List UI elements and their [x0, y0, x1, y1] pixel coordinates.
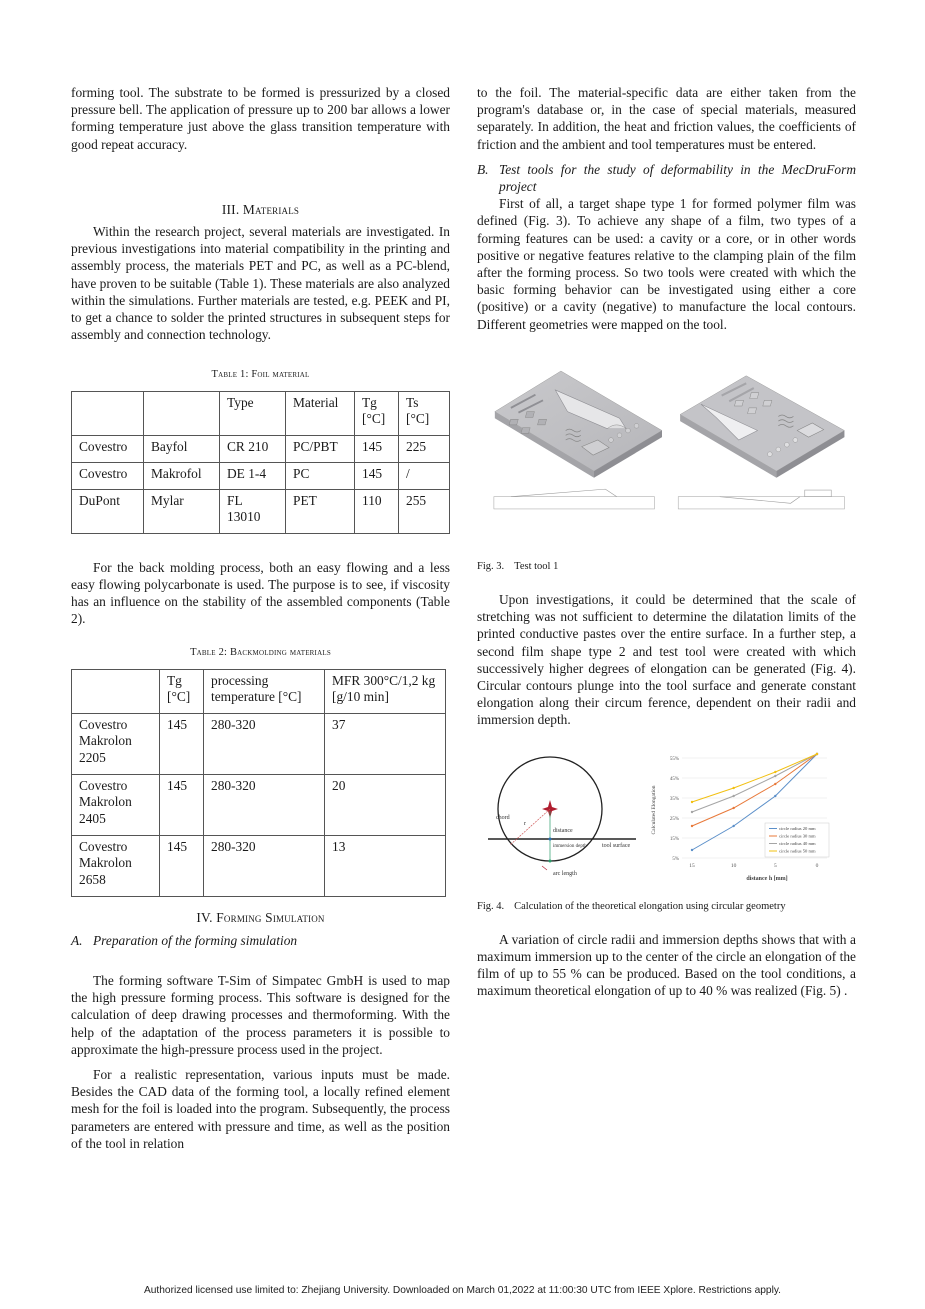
- table-header-cell: Tg [°C]: [355, 391, 399, 435]
- table-cell: 145: [355, 435, 399, 462]
- table-header-cell: Ts [°C]: [399, 391, 450, 435]
- subsection-heading-a: [71, 932, 450, 949]
- chart-y-axis-label: Calculated Elongation: [651, 785, 657, 835]
- tool-surface-label: tool surface: [602, 842, 631, 849]
- figure-3: [477, 355, 856, 545]
- left-column: [71, 84, 450, 1152]
- figure-3-caption: [477, 558, 856, 575]
- table-row: [72, 774, 446, 835]
- arc-length-label: arc length: [553, 870, 577, 877]
- table-cell: CR 210: [220, 435, 286, 462]
- svg-text:5%: 5%: [672, 856, 679, 862]
- section-heading-materials: III. Materials: [221, 201, 300, 217]
- table-cell: DuPont: [72, 489, 144, 533]
- table-cell: PC: [286, 462, 355, 489]
- svg-text:circle radius 20 mm: circle radius 20 mm: [779, 825, 816, 831]
- table-cell: 225: [399, 435, 450, 462]
- svg-text:45%: 45%: [669, 776, 679, 782]
- svg-text:25%: 25%: [669, 816, 679, 822]
- subsection-title: Test tools for the study of deformability in the MecDruForm project: [499, 161, 856, 195]
- svg-text:circle radius 40 mm: circle radius 40 mm: [779, 840, 816, 846]
- table-row: [72, 835, 446, 896]
- paragraph-upon-investigations: Upon investigations, it could be determined that the scale of stretching was not sufficient to determine the dilatation limits of the printed conductive pastes over the entire surface. In a further step, a second film shape type 2 and test tool were created with which successively higher degrees of elongation can be generated (Fig. 4). Circular contours plunge into the tool surface and generate constant elongation along their circum ference, dependent on their radii and immersion depth.: [477, 592, 856, 728]
- svg-text:15%: 15%: [669, 836, 679, 842]
- subsection-number: A.: [71, 932, 83, 948]
- section-heading-forming-simulation: IV. Forming Simulation: [196, 909, 325, 925]
- table-header-cell: Tg [°C]: [160, 669, 204, 713]
- table-cell: 13: [325, 835, 446, 896]
- subsection-title: Preparation of the forming simulation: [93, 932, 298, 948]
- table-cell: 280-320: [204, 713, 325, 774]
- table-cell: 110: [355, 489, 399, 533]
- table-cell: Covestro Makrolon 2205: [72, 713, 160, 774]
- radius-label: r: [524, 820, 526, 827]
- table-row: [72, 462, 450, 489]
- elongation-line-chart: [647, 745, 847, 885]
- circular-geometry-diagram: [480, 745, 650, 885]
- right-column: [477, 84, 856, 1000]
- table-header-cell: MFR 300°C/1,2 kg [g/10 min]: [325, 669, 446, 713]
- table-cell: 20: [325, 774, 446, 835]
- paragraph-intro: forming tool. The substrate to be formed is pressurized by a closed pressure bell. The application of pressure up to 200 bar allows a lower forming temperature just above the glass transition temperature with good repeat accuracy.: [71, 85, 450, 152]
- table-header-row: [72, 669, 446, 713]
- table-row: [72, 489, 450, 533]
- paragraph-software: The forming software T-Sim of Simpatec GmbH is used to map the high pressure forming process. This software is designed for the calculation of deep drawing processes and thermoforming. With the help of the adaptation of the process parameters it is possible to approximate the high-pressure process used in the project.: [71, 973, 450, 1057]
- cavity-tool-render-image: [482, 355, 672, 525]
- table-cell: Covestro Makrolon 2658: [72, 835, 160, 896]
- table-cell: 255: [399, 489, 450, 533]
- chart-legend: [765, 823, 829, 857]
- table-header-cell: [144, 391, 220, 435]
- svg-text:circle radius 50 mm: circle radius 50 mm: [779, 848, 816, 854]
- table-cell: Makrofol: [144, 462, 220, 489]
- table-cell: PET: [286, 489, 355, 533]
- table-cell: 145: [160, 835, 204, 896]
- table-cell: Covestro: [72, 462, 144, 489]
- figure-label: Fig. 3.: [477, 560, 505, 572]
- table-header-cell: processing temperature [°C]: [204, 669, 325, 713]
- paragraph-inputs: For a realistic representation, various inputs must be made. Besides the CAD data of the forming tool, a locally refined element mesh for the foil is loaded into the program. Subsequently, the process parameters are entered with pressure and time, as well as the position of the tool in relation: [71, 1067, 450, 1151]
- table-cell: 37: [325, 713, 446, 774]
- table-header-cell: Type: [220, 391, 286, 435]
- svg-text:35%: 35%: [669, 796, 679, 802]
- table-cell: Covestro Makrolon 2405: [72, 774, 160, 835]
- table-header-cell: [72, 391, 144, 435]
- table-cell: /: [399, 462, 450, 489]
- table1-caption: Table 1: Foil material: [211, 369, 310, 381]
- table-header-cell: Material: [286, 391, 355, 435]
- table-cell: 145: [160, 713, 204, 774]
- table-cell: FL 13010: [220, 489, 286, 533]
- paragraph-foil: to the foil. The material-specific data are either taken from the program's database or, in the case of special materials, measured separately. In addition, the heat and friction values, the coefficients of friction and the ambient and tool temperatures must be entered.: [477, 85, 856, 152]
- subsection-number: B.: [477, 161, 489, 177]
- chart-x-axis-label: distance h [mm]: [746, 875, 788, 882]
- figure-caption-text: Calculation of the theoretical elongation using circular geometry: [514, 900, 786, 912]
- table-cell: DE 1-4: [220, 462, 286, 489]
- table-cell: Covestro: [72, 435, 144, 462]
- table-header-cell: [72, 669, 160, 713]
- svg-text:55%: 55%: [669, 756, 679, 762]
- distance-label: distance: [553, 827, 573, 834]
- svg-text:15: 15: [689, 862, 695, 869]
- svg-text:10: 10: [730, 862, 737, 869]
- paragraph-backmolding: For the back molding process, both an easy flowing and a less easy flowing polycarbonate is used. The purpose is to see, if viscosity has an influence on the stability of the assembled components (Table 2).: [71, 559, 450, 627]
- paragraph-target-shape: First of all, a target shape type 1 for formed polymer film was defined (Fig. 3). To achieve any shape of a film, two types of a forming features can be used: a cavity or a core, or in other words positive or negative features relative to the clamping plain of the film after the forming process. So two tools were created with which the basic forming behavior can be investigated using either a core (positive) or a cavity (negative) to manufacture the local contours. Different geometries were mapped on the tool.: [477, 196, 856, 332]
- immersion-depth-label: immersion depth: [553, 843, 587, 849]
- license-footer: Authorized licensed use limited to: Zhejiang University. Downloaded on March 01,2022 at 11:00:30 UTC from IEEE Xplore. Restrictions apply.: [143, 1285, 782, 1296]
- table-row: [72, 435, 450, 462]
- figure-label: Fig. 4.: [477, 900, 505, 912]
- table-cell: Mylar: [144, 489, 220, 533]
- table-cell: PC/PBT: [286, 435, 355, 462]
- table-foil-material: [71, 391, 450, 534]
- table-header-row: [72, 391, 450, 435]
- table-cell: Bayfol: [144, 435, 220, 462]
- table2-caption: Table 2: Backmolding materials: [190, 647, 331, 659]
- svg-text:circle radius 30 mm: circle radius 30 mm: [779, 833, 816, 839]
- paragraph-variation: A variation of circle radii and immersion depths shows that with a maximum immersion up to the center of the circle an elongation of the film of up to 55 % can be produced. Based on the tool conditions, a maximum theoretical elongation of up to 40 % was realized (Fig. 5) .: [477, 931, 856, 999]
- paragraph-materials: Within the research project, several materials are investigated. In previous investigations into material compatibility in the printing and assembly process, the materials PET and PC, as well as a PC-blend, have proven to be suitable (Table 1). These materials are also analyzed within the simulations. Further materials are tested, e.g. PEEK and PI, to get a chance to solder the printed structures in subsequent steps for assembly and connection technology.: [71, 224, 450, 343]
- svg-text:0: 0: [815, 862, 819, 869]
- subsection-heading-b: [477, 161, 856, 195]
- figure-4: [477, 745, 856, 890]
- figure-4-caption: [477, 898, 856, 915]
- table-backmolding-materials: [71, 669, 446, 897]
- chord-label: chord: [496, 814, 510, 821]
- table-cell: 145: [355, 462, 399, 489]
- svg-text:5: 5: [773, 862, 777, 869]
- table-row: [72, 713, 446, 774]
- table-cell: 280-320: [204, 835, 325, 896]
- figure-caption-text: Test tool 1: [514, 560, 559, 572]
- table-cell: 145: [160, 774, 204, 835]
- table-cell: 280-320: [204, 774, 325, 835]
- core-tool-render-image: [672, 355, 862, 525]
